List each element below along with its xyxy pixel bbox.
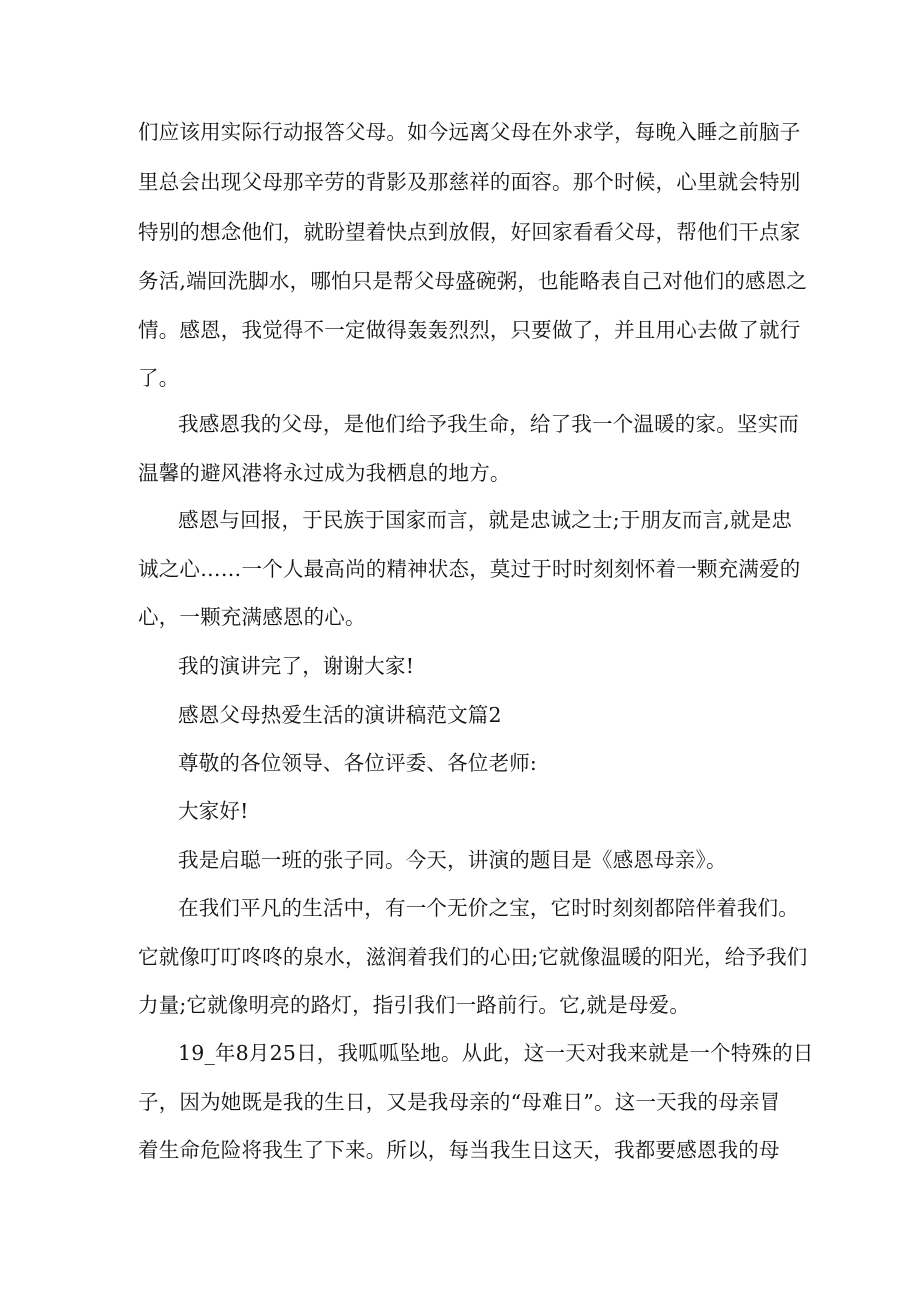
- text-line: 它就像叮叮咚咚的泉水，滋润着我们的心田;它就像温暖的阳光，给予我们: [138, 945, 808, 969]
- text-line: 19_年8月25日，我呱呱坠地。从此，这一天对我来就是一个特殊的日: [178, 1041, 814, 1065]
- text-line: 在我们平凡的生活中，有一个无价之宝，它时时刻刻都陪伴着我们。: [178, 896, 799, 920]
- text-line: 了。: [138, 366, 180, 390]
- text-line: 心，一颗充满感恩的心。: [138, 605, 366, 629]
- text-line: 务活,端回洗脚水，哪怕只是帮父母盛碗粥，也能略表自己对他们的感恩之: [138, 269, 808, 293]
- closing-line: 我的演讲完了，谢谢大家!: [178, 654, 415, 678]
- text-line: 我感恩我的父母，是他们给予我生命，给了我一个温暖的家。坚实而: [178, 412, 799, 436]
- text-line: 里总会出现父母那辛劳的背影及那慈祥的面容。那个时候，心里就会特别: [138, 170, 801, 194]
- text-line: 情。感恩，我觉得不一定做得轰轰烈烈，只要做了，并且用心去做了就行: [138, 318, 801, 342]
- text-line: 力量;它就像明亮的路灯，指引我们一路前行。它,就是母爱。: [138, 993, 691, 1017]
- text-line: 诚之心……一个人最高尚的精神状态，莫过于时时刻刻怀着一颗充满爱的: [138, 557, 801, 581]
- text-line: 们应该用实际行动报答父母。如今远离父母在外求学，每晚入睡之前脑子: [138, 120, 801, 144]
- text-line: 着生命危险将我生了下来。所以，每当我生日这天，我都要感恩我的母: [138, 1138, 780, 1162]
- text-line: 感恩与回报，于民族于国家而言，就是忠诚之士;于朋友而言,就是忠: [178, 508, 793, 532]
- text-line: 子，因为她既是我的生日，又是我母亲的“母难日”。这一天我的母亲冒: [138, 1090, 781, 1114]
- salutation: 尊敬的各位领导、各位评委、各位老师:: [178, 751, 538, 775]
- greeting: 大家好!: [178, 799, 249, 823]
- text-line: 温馨的避风港将永过成为我栖息的地方。: [138, 461, 511, 485]
- text-line: 特别的想念他们，就盼望着快点到放假，好回家看看父母，帮他们干点家: [138, 220, 801, 244]
- introduction-line: 我是启聪一班的张子同。今天，讲演的题目是《感恩母亲》。: [178, 848, 727, 872]
- section-title: 感恩父母热爱生活的演讲稿范文篇2: [178, 703, 502, 727]
